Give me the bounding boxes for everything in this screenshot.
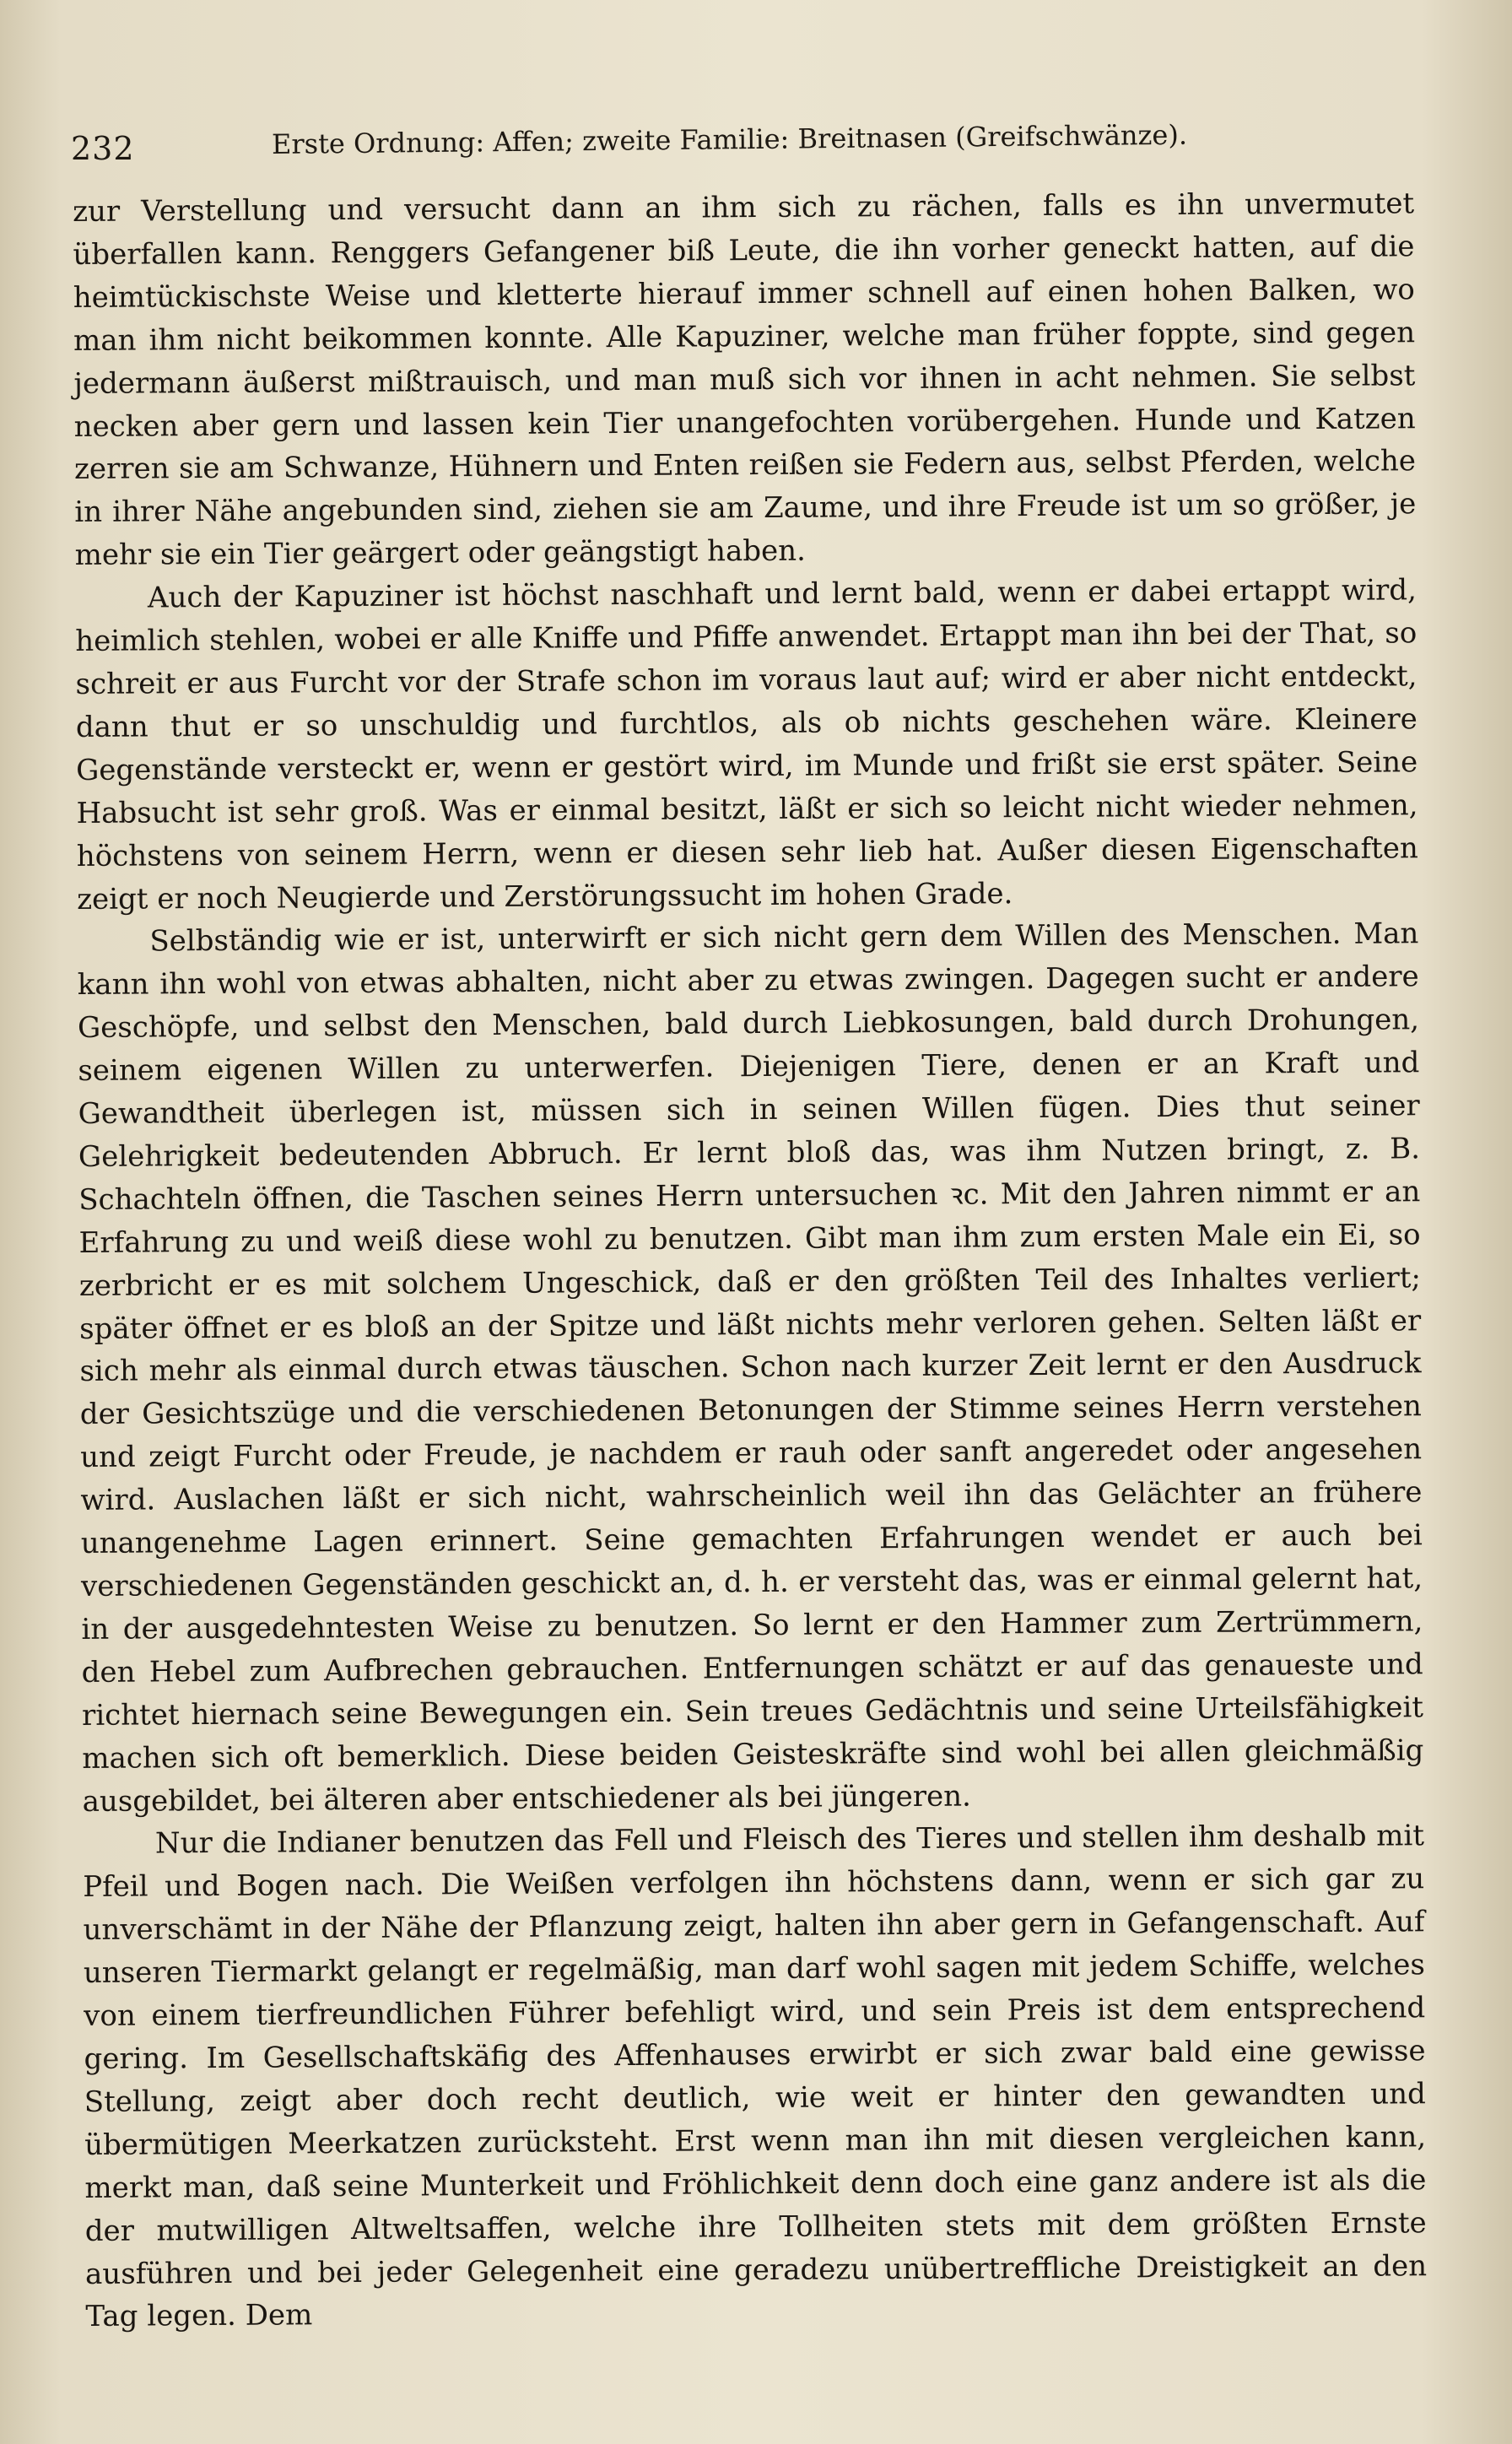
body-text bbox=[73, 182, 1428, 2339]
paragraph: Selbständig wie er ist, unterwirft er sich nicht gern dem Willen des Menschen. Man kann ihn wohl von etwas abhalten, nicht aber zu etwas zwingen. Dagegen sucht er andere Geschöpfe, und selbst den Menschen, bald durch Liebkosungen, bald durch Drohungen, seinem eigenen Willen zu unterwerfen. Diejenigen Tiere, denen er an Kraft und Gewandtheit überlegen ist, müssen sich in seinen Willen fügen. Dies thut seiner Gelehrigkeit bedeutenden Abbruch. Er lernt bloß das, was ihm Nutzen bringt, z. B. Schachteln öffnen, die Taschen seines Herrn untersuchen ꝛc. Mit den Jahren nimmt er an Erfahrung zu und weiß diese wohl zu benutzen. Gibt man ihm zum ersten Male ein Ei, so zerbricht er es mit solchem Ungeschick, daß er den größten Teil des Inhaltes verliert; später öffnet er es bloß an der Spitze und läßt nichts mehr verloren gehen. Selten läßt er sich mehr als einmal durch etwas täuschen. Schon nach kurzer Zeit lernt er den Ausdruck der Gesichtszüge und die verschiedenen Betonungen der Stimme seines Herrn verstehen und zeigt Furcht oder Freude, je nachdem er rauh oder sanft angeredet oder angesehen wird. Auslachen läßt er sich nicht, wahrscheinlich weil ihn das Gelächter an frühere unangenehme Lagen erinnert. Seine gemachten Erfahrungen wendet er auch bei verschiedenen Gegenständen geschickt an, d. h. er versteht das, was er einmal gelernt hat, in der ausgedehntesten Weise zu benutzen. So lernt er den Hammer zum Zertrümmern, den Hebel zum Aufbrechen gebrauchen. Entfernungen schätzt er auf das genaueste und richtet hiernach seine Bewegungen ein. Sein treues Gedächtnis und seine Urteilsfähigkeit machen sich oft bemerklich. Diese beiden Geisteskräfte sind wohl bei allen gleichmäßig ausgebildet, bei älteren aber entschiedener als bei jüngeren. bbox=[77, 916, 1424, 1819]
page-header bbox=[71, 118, 1455, 170]
page-number: 232 bbox=[71, 130, 135, 167]
running-head: Erste Ordnung: Affen; zweite Familie: Breitnasen (Greifschwänze). bbox=[271, 118, 1188, 160]
paragraph: Auch der Kapuziner ist höchst naschhaft und lernt bald, wenn er dabei ertappt wird, heimlich stehlen, wobei er alle Kniffe und Pfiffe anwendet. Ertappt man ihn bei der That, so schreit er aus Furcht vor der Strafe schon im voraus laut auf; wird er aber nicht entdeckt, dann thut er so unschuldig und furchtlos, als ob nichts geschehen wäre. Kleinere Gegenstände versteckt er, wenn er gestört wird, im Munde und frißt sie erst später. Seine Habsucht ist sehr groß. Was er einmal besitzt, läßt er sich so leicht nicht wieder nehmen, höchstens von seinem Herrn, wenn er diesen sehr lieb hat. Außer diesen Eigenschaften zeigt er noch Neugierde und Zerstörungssucht im hohen Grade. bbox=[75, 573, 1418, 916]
paragraph-continuation: zur Verstellung und versucht dann an ihm sich zu rächen, falls es ihn unvermutet überfallen kann. Renggers Gefangener biß Leute, die ihn vorher geneckt hatten, auf die heimtückischste Weise und kletterte hierauf immer schnell auf einen hohen Balken, wo man ihm nicht beikommen konnte. Alle Kapuziner, welche man früher foppte, sind gegen jedermann äußerst mißtrauisch, und man muß sich vor ihnen in acht nehmen. Sie selbst necken aber gern und lassen kein Tier unangefochten vorübergehen. Hunde und Katzen zerren sie am Schwanze, Hühnern und Enten reißen sie Federn aus, selbst Pferden, welche in ihrer Nähe angebunden sind, ziehen sie am Zaume, und ihre Freude ist um so größer, je mehr sie ein Tier geärgert oder geängstigt haben. bbox=[73, 187, 1417, 573]
paragraph: Nur die Indianer benutzen das Fell und Fleisch des Tieres und stellen ihm deshalb mit Pfeil und Bogen nach. Die Weißen verfolgen ihn höchstens dann, wenn er sich gar zu unverschämt in der Nähe der Pflanzung zeigt, halten ihn aber gern in Gefangenschaft. Auf unseren Tiermarkt gelangt er regelmäßig, man darf wohl sagen mit jedem Schiffe, welches von einem tierfreundlichen Führer befehligt wird, und sein Preis ist dem entsprechend gering. Im Gesellschaftskäfig des Affenhauses erwirbt er sich zwar bald eine gewisse Stellung, zeigt aber doch recht deutlich, wie weit er hinter den gewandten und übermütigen Meerkatzen zurücksteht. Erst wenn man ihn mit diesen vergleichen kann, merkt man, daß seine Munterkeit und Fröhlichkeit denn doch eine ganz andere ist als die der mutwilligen Altweltsaffen, welche ihre Tollheiten stets mit dem größten Ernste ausführen und bei jeder Gelegenheit eine geradezu unübertreffliche Dreistigkeit an den Tag legen. Dem bbox=[83, 1819, 1428, 2334]
